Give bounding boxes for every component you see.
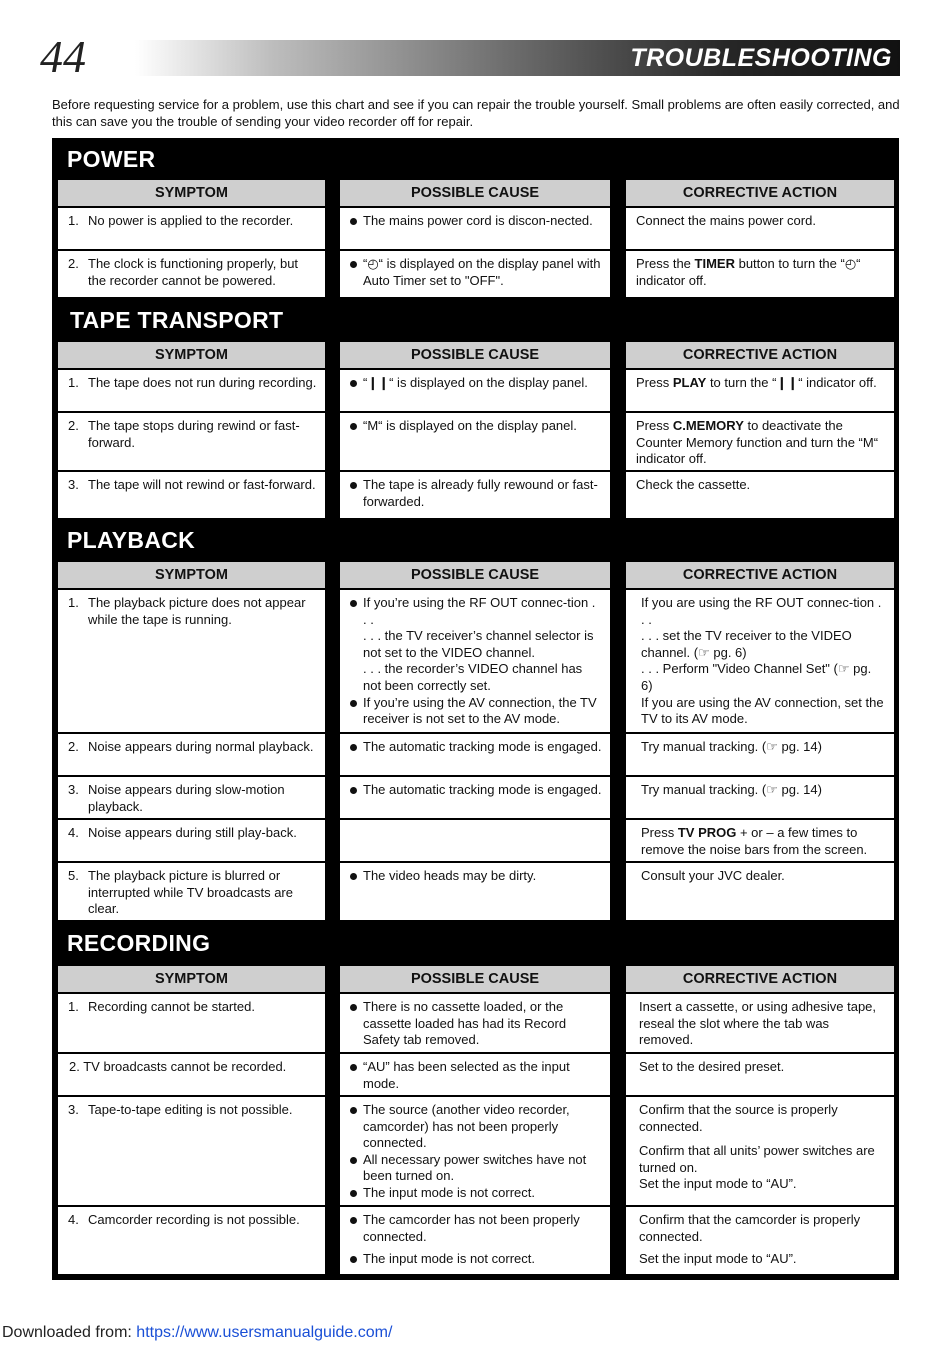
- table-row-cause-empty: [340, 820, 610, 861]
- table-row-action: [626, 777, 894, 818]
- column-header-cause: POSSIBLE CAUSE: [340, 562, 610, 588]
- bullet-icon: [350, 1217, 357, 1224]
- symptom-text: No power is applied to the recorder.: [88, 213, 294, 228]
- table-row-cause: [340, 413, 610, 470]
- action-text: Press: [636, 418, 673, 433]
- cause-text: . . . the TV receiver’s channel selector is not set to the VIDEO channel.: [363, 628, 594, 660]
- column-header-action: CORRECTIVE ACTION: [626, 966, 894, 992]
- action-text: Connect the mains power cord.: [636, 213, 816, 228]
- action-text: Insert a cassette, or using adhesive tape, reseal the slot where the tab was removed.: [639, 999, 877, 1048]
- table-row-cause: [340, 777, 610, 818]
- action-text: Try manual tracking. (☞ pg. 14): [641, 739, 822, 754]
- action-text: Set the input mode to “AU”.: [639, 1251, 797, 1267]
- table-row-cause: [340, 994, 610, 1052]
- table-row-symptom: [58, 370, 325, 411]
- action-text: to turn the “❙❙“ indicator off.: [706, 375, 877, 390]
- table-row-symptom: [58, 1207, 325, 1274]
- symptom-text: Noise appears during slow-motion playback.: [88, 782, 285, 814]
- cause-text: “❙❙“ is displayed on the display panel.: [363, 375, 588, 390]
- table-row-symptom: [58, 208, 325, 249]
- table-row-action: [626, 1054, 894, 1095]
- table-row-action: [626, 863, 894, 920]
- cause-text: The automatic tracking mode is engaged.: [363, 782, 602, 797]
- table-row-symptom: [58, 1054, 325, 1095]
- symptom-text: TV broadcasts cannot be recorded.: [83, 1059, 287, 1074]
- row-number: 2.: [68, 418, 79, 433]
- bullet-icon: [350, 1107, 357, 1114]
- symptom-text: Recording cannot be started.: [88, 999, 255, 1014]
- column-header-action: CORRECTIVE ACTION: [626, 342, 894, 368]
- table-row-action: [626, 994, 894, 1052]
- row-number: 4.: [68, 825, 79, 840]
- table-row-symptom: [58, 1097, 325, 1205]
- bullet-icon: [350, 218, 357, 225]
- table-row-cause: [340, 863, 610, 920]
- table-row-cause: [340, 208, 610, 249]
- column-header-cause: POSSIBLE CAUSE: [340, 966, 610, 992]
- table-row-symptom: [58, 590, 325, 732]
- table-row-action: [626, 734, 894, 775]
- action-text: If you are using the AV connection, set the TV to its AV mode.: [641, 694, 884, 727]
- row-number: 2.: [69, 1059, 80, 1074]
- section-title-power: POWER: [67, 146, 156, 172]
- row-number: 1.: [68, 213, 79, 228]
- bullet-icon: [350, 700, 357, 707]
- table-row-cause: [340, 251, 610, 297]
- action-text: Confirm that the camcorder is properly connected.: [639, 1212, 861, 1244]
- row-number: 3.: [68, 477, 79, 492]
- page-number: 44: [40, 31, 86, 82]
- column-header-symptom: SYMPTOM: [58, 562, 325, 588]
- symptom-text: Tape-to-tape editing is not possible.: [88, 1102, 293, 1117]
- action-text: + or – a few times to remove the noise bars from the screen.: [641, 825, 868, 857]
- cmemory-button-label: C.MEMORY: [672, 418, 744, 433]
- header-bar: [135, 40, 900, 76]
- action-text: Confirm that all units’ power switches are turned on.: [639, 1143, 875, 1175]
- footer-label: Downloaded from:: [2, 1324, 137, 1341]
- row-number: 1.: [68, 375, 79, 390]
- cause-text: The mains power cord is discon-nected.: [363, 213, 593, 228]
- table-row-action: [626, 370, 894, 411]
- section-title-recording: RECORDING: [67, 930, 211, 956]
- action-text: Press the: [636, 256, 695, 271]
- cause-text: “◴“ is displayed on the display panel with Auto Timer set to "OFF".: [363, 256, 601, 288]
- table-row-cause: [340, 590, 610, 732]
- bullet-icon: [350, 380, 357, 387]
- table-row-symptom: [58, 863, 325, 920]
- page-header: [40, 31, 900, 82]
- cause-text: “AU” has been selected as the input mode.: [363, 1059, 570, 1091]
- symptom-text: The tape will not rewind or fast-forward.: [88, 477, 316, 492]
- action-text: Set to the desired preset.: [639, 1059, 785, 1074]
- action-text: Press: [641, 825, 678, 840]
- table-row-symptom: [58, 734, 325, 775]
- table-row-cause: [340, 1054, 610, 1095]
- table-row-action: [626, 208, 894, 249]
- cause-text: “M“ is displayed on the display panel.: [363, 418, 577, 433]
- section-title-tape-transport: TAPE TRANSPORT: [70, 307, 284, 333]
- table-row-action: [626, 251, 894, 297]
- row-number: 1.: [68, 999, 79, 1014]
- column-header-symptom: SYMPTOM: [58, 966, 325, 992]
- action-text: Consult your JVC dealer.: [641, 868, 785, 883]
- table-row-symptom: [58, 251, 325, 297]
- table-row-action: [626, 820, 894, 861]
- table-row-action: [626, 1097, 894, 1205]
- table-row-action: [626, 1207, 894, 1274]
- symptom-text: Camcorder recording is not possible.: [88, 1212, 300, 1227]
- bullet-icon: [350, 1064, 357, 1071]
- action-text: Set the input mode to “AU”.: [639, 1176, 797, 1192]
- row-number: 2.: [68, 739, 79, 754]
- cause-text: The video heads may be dirty.: [363, 868, 537, 883]
- action-text: to deactivate the Counter Memory function and turn the “M“ indicator off.: [636, 418, 879, 467]
- action-text: Press: [636, 375, 673, 390]
- table-row-symptom: [58, 413, 325, 470]
- footer-link[interactable]: https://www.usersmanualguide.com/: [136, 1324, 393, 1341]
- row-number: 3.: [68, 1102, 79, 1117]
- bullet-icon: [350, 1256, 357, 1263]
- action-text: If you are using the RF OUT connec-tion . . .: [641, 595, 882, 627]
- cause-text: There is no cassette loaded, or the cassette loaded has had its Record Safety tab removed.: [363, 999, 567, 1048]
- column-header-cause: POSSIBLE CAUSE: [340, 342, 610, 368]
- bullet-icon: [350, 1004, 357, 1011]
- action-text: Check the cassette.: [636, 477, 751, 492]
- row-number: 5.: [68, 868, 79, 883]
- row-number: 4.: [68, 1212, 79, 1227]
- troubleshooting-table: [52, 138, 899, 1280]
- bullet-icon: [350, 1190, 357, 1197]
- bullet-icon: [350, 787, 357, 794]
- table-row-symptom: [58, 994, 325, 1052]
- intro-text: Before requesting service for a problem, use this chart and see if you can repair the trouble yourself. Small problems are often easily corrected, and this can save you the trouble of sending your video recorder off for repair.: [52, 97, 900, 129]
- table-row-cause: [340, 370, 610, 411]
- row-number: 1.: [68, 595, 79, 610]
- bullet-icon: [350, 873, 357, 880]
- action-text: . . . Perform "Video Channel Set" (☞ pg. 6): [641, 661, 872, 693]
- table-row-action: [626, 472, 894, 518]
- cause-text: If you’re using the RF OUT connec-tion . . .: [363, 595, 596, 627]
- play-button-label: PLAY: [672, 375, 707, 390]
- column-header-action: CORRECTIVE ACTION: [626, 562, 894, 588]
- symptom-text: The playback picture does not appear while the tape is running.: [88, 595, 306, 627]
- column-header-cause: POSSIBLE CAUSE: [340, 180, 610, 206]
- action-text: button to turn the “◴“ indicator off.: [636, 256, 861, 288]
- table-row-cause: [340, 1097, 610, 1205]
- bullet-icon: [350, 744, 357, 751]
- symptom-text: The tape does not run during recording.: [88, 375, 317, 390]
- bullet-icon: [350, 600, 357, 607]
- bullet-icon: [350, 423, 357, 430]
- action-text: Confirm that the source is properly connected.: [639, 1102, 838, 1134]
- cause-text: The input mode is not correct.: [363, 1251, 535, 1267]
- action-text: . . . set the TV receiver to the VIDEO channel. (☞ pg. 6): [641, 628, 852, 660]
- cause-text: . . . the recorder’s VIDEO channel has not been correctly set.: [363, 661, 583, 693]
- footer: [2, 1324, 392, 1342]
- cause-text: All necessary power switches have not been turned on.: [363, 1151, 587, 1184]
- table-row-cause: [340, 734, 610, 775]
- table-row-symptom: [58, 777, 325, 818]
- cause-text: The tape is already fully rewound or fast-forwarded.: [363, 477, 598, 509]
- column-header-symptom: SYMPTOM: [58, 342, 325, 368]
- column-header-action: CORRECTIVE ACTION: [626, 180, 894, 206]
- table-row-symptom: [58, 472, 325, 518]
- timer-button-label: TIMER: [694, 256, 735, 271]
- page-title: TROUBLESHOOTING: [630, 44, 892, 72]
- row-number: 3.: [68, 782, 79, 797]
- cause-text: If you’re using the AV connection, the TV receiver is not set to the AV mode.: [363, 694, 597, 727]
- bullet-icon: [350, 261, 357, 268]
- tv-prog-button-label: TV PROG: [677, 825, 737, 840]
- bullet-icon: [350, 482, 357, 489]
- table-row-cause: [340, 1207, 610, 1274]
- table-row-action: [626, 413, 894, 470]
- cause-text: The source (another video recorder, camcorder) has not been properly connected.: [363, 1102, 570, 1151]
- table-row-action: [626, 590, 894, 732]
- column-header-symptom: SYMPTOM: [58, 180, 325, 206]
- bullet-icon: [350, 1157, 357, 1164]
- cause-text: The automatic tracking mode is engaged.: [363, 739, 602, 754]
- symptom-text: Noise appears during normal playback.: [88, 739, 314, 754]
- symptom-text: The tape stops during rewind or fast-forward.: [88, 418, 300, 450]
- row-number: 2.: [68, 256, 79, 271]
- symptom-text: The playback picture is blurred or interrupted while TV broadcasts are clear.: [88, 868, 293, 917]
- section-title-playback: PLAYBACK: [67, 527, 196, 553]
- cause-text: The input mode is not correct.: [363, 1184, 535, 1200]
- table-row-symptom: [58, 820, 325, 861]
- table-row-cause: [340, 472, 610, 518]
- cause-text: The camcorder has not been properly connected.: [363, 1212, 580, 1244]
- action-text: Try manual tracking. (☞ pg. 14): [641, 782, 822, 797]
- symptom-text: The clock is functioning properly, but the recorder cannot be powered.: [88, 256, 299, 288]
- symptom-text: Noise appears during still play-back.: [88, 825, 297, 840]
